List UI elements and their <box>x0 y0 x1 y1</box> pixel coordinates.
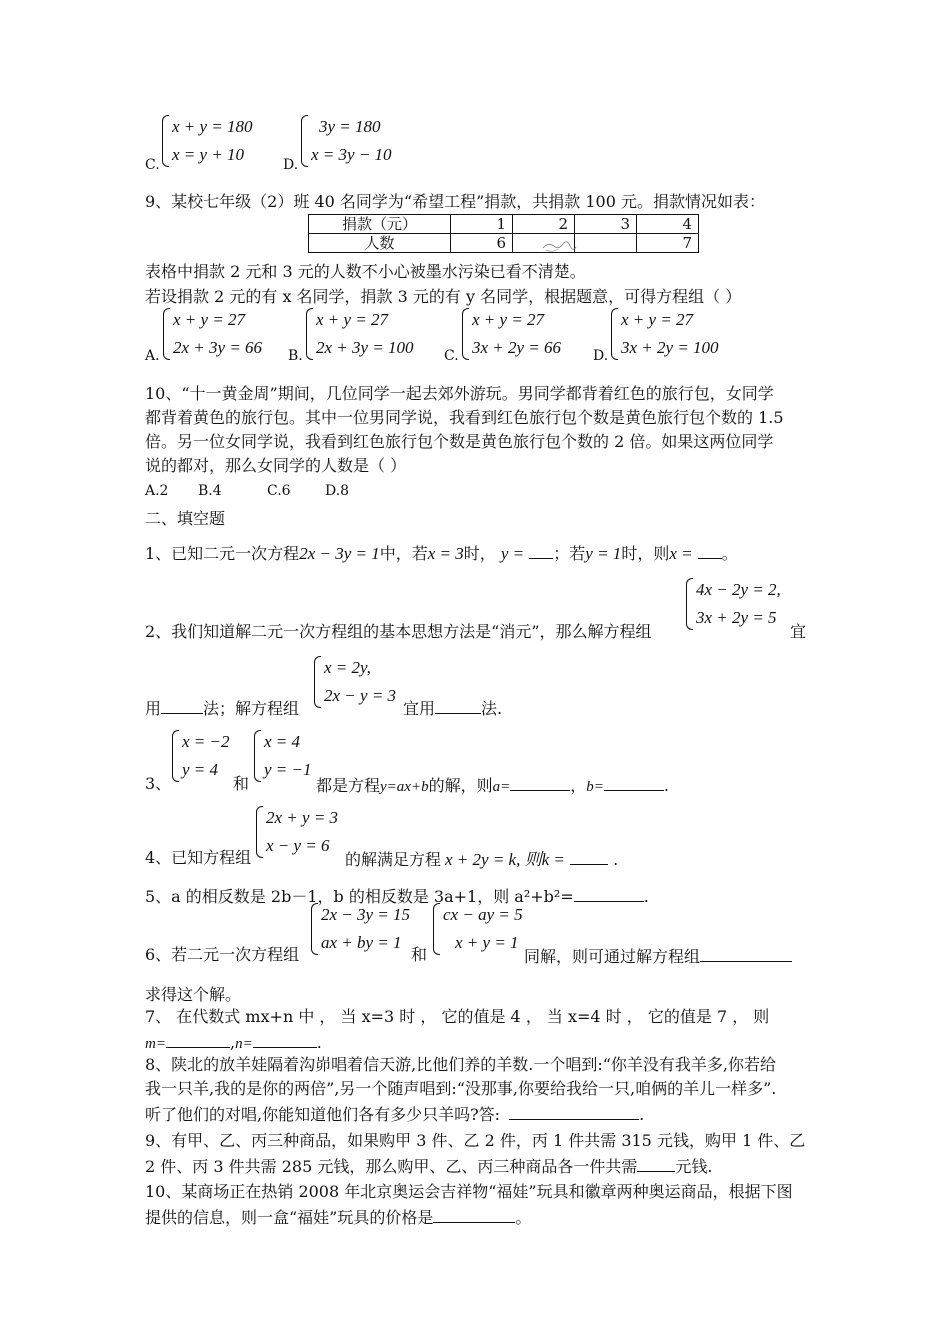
f7-text: . <box>316 1033 322 1052</box>
q10-option-b: B.4 <box>198 483 222 499</box>
f6-and: 和 <box>411 945 428 964</box>
f3-text: 都是方程 <box>316 776 381 795</box>
f1-text: 时，则 <box>621 544 670 563</box>
f5-blank[interactable] <box>574 883 644 902</box>
table-cell: 6 <box>451 234 513 253</box>
f7-n-label: n= <box>235 1036 253 1052</box>
f1-text: 中，若 <box>379 544 428 563</box>
fill-q2-line2 <box>145 695 299 721</box>
q9-a-eq1: x + y = 27 <box>173 310 246 329</box>
f8-line3 <box>145 1101 644 1127</box>
table-cell: 3 <box>575 215 637 234</box>
f4-system <box>256 804 338 860</box>
f7-line2 <box>145 1029 322 1056</box>
donation-table <box>308 214 699 253</box>
fill-q4-text <box>345 846 618 872</box>
table-cell: 7 <box>637 234 699 253</box>
f3-a-label: a= <box>492 779 511 795</box>
f1-text: ；若 <box>553 544 586 563</box>
f6-system-1 <box>311 901 410 957</box>
f1-equation: 2x − 3y = 1 <box>299 544 380 563</box>
f9-text: 元钱. <box>675 1157 713 1176</box>
f8-text: 听了他们的对唱,你能知道他们各有多少只羊吗?答: <box>145 1105 501 1124</box>
f6-blank[interactable] <box>700 943 792 962</box>
f6-prefix: 6、若二元一次方程组 <box>145 945 300 964</box>
f3-equation: y=ax+b <box>380 779 429 795</box>
f2-text: 宜用 <box>403 699 436 718</box>
f3-text: 的解，则 <box>428 776 493 795</box>
q8-c-eq1: x + y = 180 <box>172 117 253 136</box>
section-title: 二、填空题 <box>145 509 226 528</box>
f3-blank-b[interactable] <box>604 772 664 791</box>
q9-line2: 表格中捐款 2 元和 3 元的人数不小心被墨水污染已看不清楚。 <box>145 262 586 281</box>
f1-answer-label: y = <box>500 544 525 563</box>
f7-blank-m[interactable] <box>166 1029 230 1048</box>
q8-option-c-system <box>162 113 253 169</box>
f3-b-label: b= <box>586 779 604 795</box>
f3-blank-a[interactable] <box>510 772 570 791</box>
fill-q2-line1: 2、我们知道解二元一次方程组的基本思想方法是“消元”，那么解方程组 <box>145 622 652 641</box>
f2-sys1-eq1: 4x − 2y = 2, <box>696 580 781 599</box>
f3-sys1-eq2: y = 4 <box>182 760 219 779</box>
f4-sys-eq2: x − y = 6 <box>266 836 330 855</box>
fill-q3-text <box>316 772 669 799</box>
f10-line1: 10、某商场正在热销 2008 年北京奥运会吉祥物“福娃”玩具和徽章两种奥运商品，根据下图 <box>145 1182 793 1201</box>
f2-text: 用 <box>145 699 162 718</box>
q9-option-d-system <box>611 306 719 362</box>
f3-sys2-eq2: y = −1 <box>264 760 312 779</box>
f5-text: 5、a 的相反数是 2b－1，b 的相反数是 3a+1，则 a²+b²= <box>145 887 574 906</box>
f2-text: 法；解方程组 <box>203 699 300 718</box>
f8-text: . <box>639 1105 645 1124</box>
q9-stem: 9、某校七年级（2）班 40 名同学为“希望工程”捐款，共捐款 100 元。捐款情况如表： <box>145 192 765 211</box>
q8-option-d-system <box>301 113 392 169</box>
q9-c-eq2: 3x + 2y = 66 <box>472 338 562 357</box>
f1-condition: x = 3 <box>427 544 464 563</box>
table-row-label: 人数 <box>309 234 451 253</box>
q9-b-eq1: x + y = 27 <box>316 310 389 329</box>
table-cell <box>575 234 637 253</box>
f7-m-label: m= <box>145 1036 166 1052</box>
q10-line1: 10、“十一黄金周”期间，几位同学一起去郊外游玩。男同学都背着红色的旅行包，女同学 <box>145 384 774 403</box>
f2-sys2-eq2: 2x − y = 3 <box>324 686 397 705</box>
f1-text: 。 <box>721 544 738 563</box>
q9-option-a-system <box>163 306 262 362</box>
q9-option-b-system <box>306 306 414 362</box>
f9-blank[interactable] <box>637 1153 675 1172</box>
q9-option-b-label: B. <box>288 348 303 364</box>
f6-line2: 求得这个解。 <box>145 985 242 1004</box>
f6-system-2 <box>433 901 523 957</box>
f10-text: 提供的信息，则一盒“福娃”玩具的价格是 <box>145 1208 434 1227</box>
q8-d-eq2: x = 3y − 10 <box>311 145 392 164</box>
q9-a-eq2: 2x + 3y = 66 <box>173 338 263 357</box>
q8-option-d-label: D. <box>283 157 299 173</box>
f10-blank-price[interactable] <box>433 1204 515 1223</box>
q10-option-a: A.2 <box>145 483 169 499</box>
f3-system-1 <box>172 728 230 784</box>
f10-line2 <box>145 1204 531 1230</box>
f7-line1: 7、 在代数式 mx+n 中 ， 当 x=3 时 ， 它的值是 4 ， 当 x=4 时 ， 它的值是 7 ， 则 <box>145 1007 770 1026</box>
f2-sys1-eq2: 3x + 2y = 5 <box>696 608 777 627</box>
f10-text: 。 <box>515 1208 532 1227</box>
q9-d-eq2: 3x + 2y = 100 <box>621 338 719 357</box>
table-cell: 2 <box>513 215 575 234</box>
q9-b-eq2: 2x + 3y = 100 <box>316 338 414 357</box>
q9-line3: 若设捐款 2 元的有 x 名同学，捐款 3 元的有 y 名同学，根据题意，可得方程组（ ） <box>145 287 742 306</box>
ink-stain-icon <box>540 234 580 256</box>
f3-text: . <box>663 776 669 795</box>
q8-c-eq2: x = y + 10 <box>172 145 245 164</box>
q9-option-a-label: A. <box>145 348 160 364</box>
q9-option-c-system <box>462 306 561 362</box>
f7-text: , <box>229 1033 236 1052</box>
q10-line4: 说的都对，那么女同学的人数是（ ） <box>145 456 407 475</box>
f9-line1: 9、有甲、乙、丙三种商品，如果购甲 3 件、乙 2 件，丙 1 件共需 315 元钱，购甲 1 件、乙 <box>145 1131 806 1150</box>
q10-line3: 倍。另一位女同学说，我看到红色旅行包个数是黄色旅行包个数的 2 倍。如果这两位同学 <box>145 432 774 451</box>
f2-blank-method-2[interactable] <box>435 695 481 714</box>
table-cell: 4 <box>637 215 699 234</box>
f3-text: ， <box>570 776 587 795</box>
q9-d-eq1: x + y = 27 <box>621 310 694 329</box>
f4-equation: x + 2y = k, 则k = <box>445 850 565 869</box>
q9-option-c-label: C. <box>444 348 459 364</box>
f3-sys2-eq1: x = 4 <box>264 732 301 751</box>
q10-option-c: C.6 <box>267 483 291 499</box>
f2-blank-method-1[interactable] <box>161 695 203 714</box>
f1-text: 1、已知二元一次方程 <box>145 544 300 563</box>
f5-text: . <box>643 887 649 906</box>
f4-blank-k[interactable] <box>570 846 608 865</box>
f2-text: 法. <box>481 699 503 718</box>
f7-blank-n[interactable] <box>253 1029 317 1048</box>
f2-system-2 <box>314 654 396 710</box>
f6-sys2-eq1: cx − ay = 5 <box>443 905 523 924</box>
f6-text: 同解，则可通过解方程组 <box>524 947 701 966</box>
f4-text: . <box>613 850 619 869</box>
table-row <box>309 215 699 234</box>
q8-d-eq1: 3y = 180 <box>319 117 381 136</box>
table-header-label: 捐款（元） <box>309 215 451 234</box>
f6-sys1-eq2: ax + by = 1 <box>321 933 402 952</box>
f2-sys2-eq1: x = 2y, <box>324 658 371 677</box>
f3-system-2 <box>254 728 312 784</box>
f8-blank-answer[interactable] <box>509 1101 639 1120</box>
q8-option-c-label: C. <box>145 157 160 173</box>
f3-prefix: 3、 <box>145 774 172 793</box>
f1-blank-x[interactable] <box>698 540 722 559</box>
f8-line1: 8、陕北的放羊娃隔着沟峁唱着信天游,比他们养的羊数.一个唱到:“你羊没有我羊多,你若给 <box>145 1055 777 1074</box>
f4-prefix: 4、已知方程组 <box>145 848 252 867</box>
f1-text: 时， <box>463 544 496 563</box>
f8-line2: 我一只羊,我的是你的两倍”,另一个随声唱到:“没那事,你要给我给一只,咱俩的羊儿一样多”. <box>145 1079 777 1098</box>
q10-option-d: D.8 <box>325 483 350 499</box>
f2-system-1 <box>686 576 781 632</box>
f3-and: 和 <box>233 774 250 793</box>
f1-answer-label: x = <box>669 544 693 563</box>
f4-sys-eq1: 2x + y = 3 <box>266 808 339 827</box>
f9-line2 <box>145 1153 712 1179</box>
q9-option-d-label: D. <box>593 348 609 364</box>
fill-q6-text <box>524 943 792 969</box>
fill-q2-line2-tail <box>403 695 502 721</box>
table-row <box>309 234 699 253</box>
f1-blank-y[interactable] <box>529 540 553 559</box>
f3-sys1-eq1: x = −2 <box>182 732 230 751</box>
f9-text: 2 件、丙 3 件共需 285 元钱，那么购甲、乙、丙三种商品各一件共需 <box>145 1157 638 1176</box>
q10-line2: 都背着黄色的旅行包。其中一位男同学说，我看到红色旅行包个数是黄色旅行包个数的 1.5 <box>145 408 784 427</box>
table-cell: 1 <box>451 215 513 234</box>
f2-suffix: 宜 <box>790 622 807 641</box>
f6-sys2-eq2: x + y = 1 <box>455 933 519 952</box>
f6-sys1-eq1: 2x − 3y = 15 <box>321 905 411 924</box>
q9-c-eq1: x + y = 27 <box>472 310 545 329</box>
f1-condition: y = 1 <box>585 544 622 563</box>
fill-q1 <box>145 540 738 566</box>
f4-text: 的解满足方程 <box>345 850 442 869</box>
